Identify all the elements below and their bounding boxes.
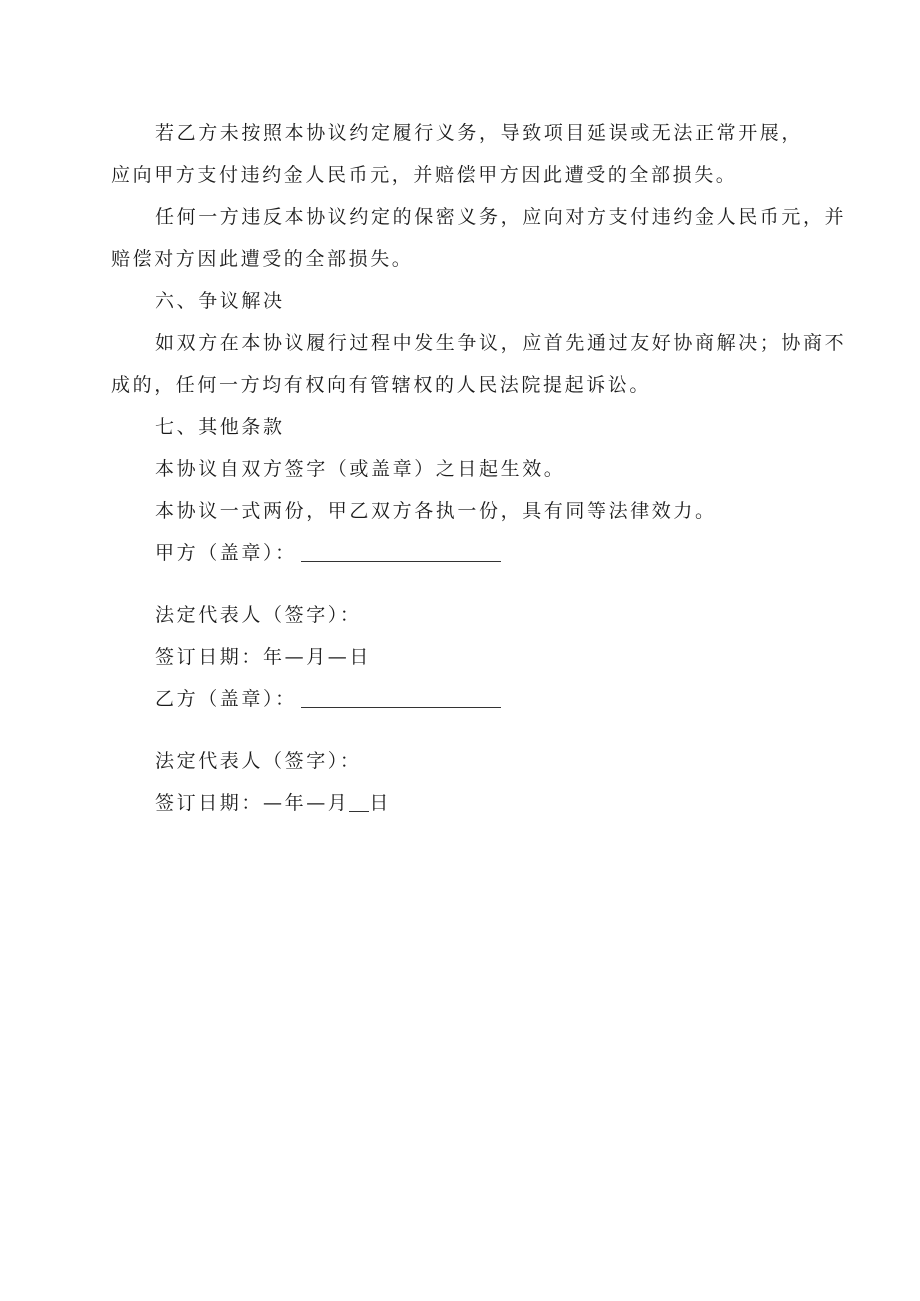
party-b-seal-label: 乙方（盖章）： bbox=[155, 688, 297, 710]
clause-6-p1-line2: 成的，任何一方均有权向有管辖权的人民法院提起诉讼。 bbox=[111, 374, 652, 396]
party-a-seal-blank bbox=[301, 543, 501, 562]
clause-5-p2-line2: 赔偿对方因此遭受的全部损失。 bbox=[111, 248, 414, 270]
party-a-date: 签订日期：年—月—日 bbox=[155, 646, 372, 668]
clause-7-p1: 本协议自双方签字（或盖章）之日起生效。 bbox=[155, 458, 566, 480]
party-b-date-prefix: 签订日期：—年—月 bbox=[155, 792, 350, 814]
party-b-day-blank bbox=[349, 793, 369, 812]
party-b-seal-blank bbox=[301, 689, 501, 708]
party-b-seal-line bbox=[155, 686, 501, 712]
clause-5-p1-line2: 应向甲方支付违约金人民币元，并赔偿甲方因此遭受的全部损失。 bbox=[111, 164, 738, 186]
clause-6-heading: 六、争议解决 bbox=[155, 290, 285, 312]
clause-6-p1-line1: 如双方在本协议履行过程中发生争议，应首先通过友好协商解决；协商不 bbox=[155, 332, 847, 354]
clause-5-p1-line1: 若乙方未按照本协议约定履行义务，导致项目延误或无法正常开展， bbox=[155, 122, 804, 144]
party-b-rep-label: 法定代表人（签字）： bbox=[155, 750, 362, 772]
clause-7-p2: 本协议一式两份，甲乙双方各执一份，具有同等法律效力。 bbox=[155, 500, 717, 522]
party-a-seal-line bbox=[155, 540, 501, 566]
party-a-seal-label: 甲方（盖章）： bbox=[155, 542, 297, 564]
party-b-date-suffix: 日 bbox=[369, 792, 392, 814]
party-b-date-line bbox=[155, 790, 391, 816]
clause-7-heading: 七、其他条款 bbox=[155, 416, 285, 438]
party-a-rep-label: 法定代表人（签字）： bbox=[155, 604, 362, 626]
clause-5-p2-line1: 任何一方违反本协议约定的保密义务，应向对方支付违约金人民币元，并 bbox=[155, 206, 847, 228]
